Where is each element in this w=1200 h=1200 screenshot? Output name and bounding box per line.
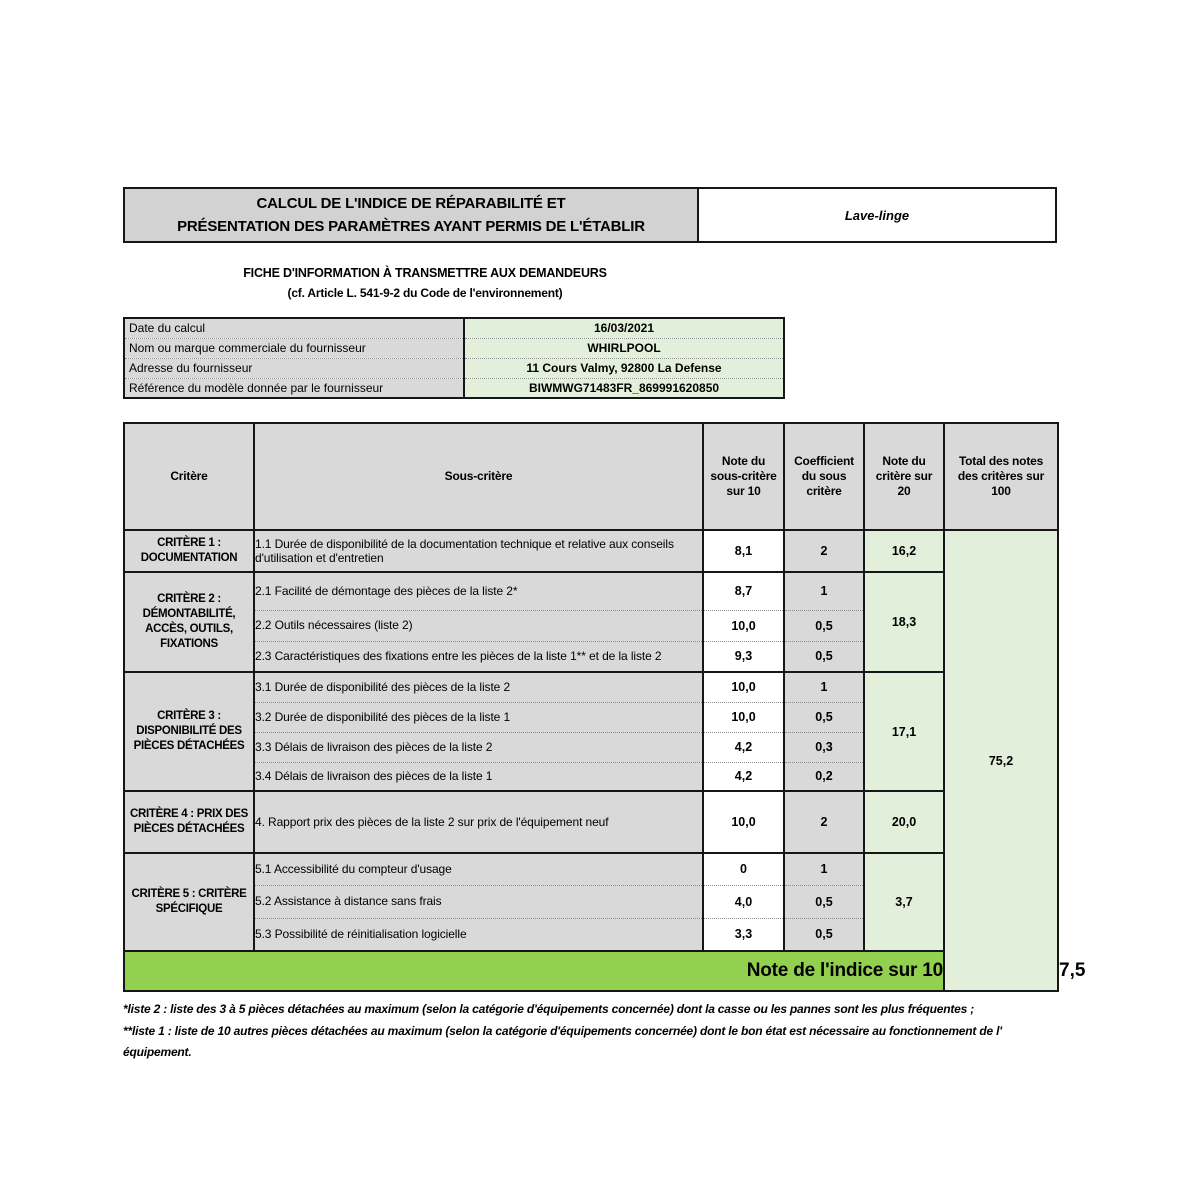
info-label-supplier-address: Adresse du fournisseur: [124, 358, 464, 378]
product-type-label: Lave-linge: [844, 207, 910, 223]
col-header-note20: Note du critère sur 20: [864, 423, 944, 530]
subcriterion-5-3-coef: 0,5: [784, 918, 864, 951]
subcriterion-3-4-coef: 0,2: [784, 762, 864, 791]
index-note-label: Note de l'indice sur 10: [124, 951, 944, 991]
subcriterion-2-2-text: 2.2 Outils nécessaires (liste 2): [254, 610, 703, 641]
subcriterion-2-1-note10: 8,7: [703, 572, 784, 610]
subcriterion-5-2-coef: 0,5: [784, 885, 864, 918]
col-header-coefficient: Coefficient du sous critère: [784, 423, 864, 530]
subcriterion-4-text: 4. Rapport prix des pièces de la liste 2 sur prix de l'équipement neuf: [254, 791, 703, 853]
index-summary-row: Note de l'indice sur 10 7,5: [124, 951, 1058, 991]
col-header-note10: Note du sous-critère sur 10: [703, 423, 784, 530]
table-row: [124, 378, 784, 398]
subcriterion-5-1-text: 5.1 Accessibilité du compteur d'usage: [254, 853, 703, 885]
subcriterion-3-3-text: 3.3 Délais de livraison des pièces de la liste 2: [254, 732, 703, 762]
subcriterion-5-2-text: 5.2 Assistance à distance sans frais: [254, 885, 703, 918]
subcriterion-5-3-note10: 3,3: [703, 918, 784, 951]
table-row: [124, 318, 784, 338]
document-title: [125, 189, 699, 241]
subcriterion-3-4-note10: 4,2: [703, 762, 784, 791]
subcriterion-3-4-text: 3.4 Délais de livraison des pièces de la liste 1: [254, 762, 703, 791]
subcriterion-3-2-note10: 10,0: [703, 702, 784, 732]
table-row: [124, 853, 1058, 885]
info-label-date: Date du calcul: [124, 318, 464, 338]
criterion-1-label: CRITÈRE 1 : DOCUMENTATION: [124, 530, 254, 572]
criterion-2-note20: 18,3: [864, 572, 944, 672]
document-title-line2: PRÉSENTATION DES PARAMÈTRES AYANT PERMIS DE L'ÉTABLIR: [177, 218, 645, 235]
subcriterion-5-1-note10: 0: [703, 853, 784, 885]
criterion-1-note20: 16,2: [864, 530, 944, 572]
subcriterion-1-1-note10: 8,1: [703, 530, 784, 572]
criterion-5-label: CRITÈRE 5 : CRITÈRE SPÉCIFIQUE: [124, 853, 254, 951]
subcriterion-3-3-note10: 4,2: [703, 732, 784, 762]
table-row: [124, 572, 1058, 610]
col-header-critere: Critère: [124, 423, 254, 530]
col-header-sous-critere: Sous-critère: [254, 423, 703, 530]
subcriterion-2-2-note10: 10,0: [703, 610, 784, 641]
subcriterion-1-1-coef: 2: [784, 530, 864, 572]
subcriterion-3-1-coef: 1: [784, 672, 864, 702]
table-header-row: [124, 423, 1058, 530]
total-notes-100: 75,2: [944, 530, 1058, 991]
supplier-info-table: [123, 317, 785, 399]
title-banner: [123, 187, 1057, 243]
info-label-supplier-name: Nom ou marque commerciale du fournisseur: [124, 338, 464, 358]
subtitle-line2: (cf. Article L. 541-9-2 du Code de l'environnement): [287, 286, 563, 300]
subcriterion-2-1-coef: 1: [784, 572, 864, 610]
subcriterion-2-3-note10: 9,3: [703, 641, 784, 672]
info-value-model-reference: BIWMWG71483FR_869991620850: [464, 378, 784, 398]
table-row: [124, 358, 784, 378]
subcriterion-5-3-text: 5.3 Possibilité de réinitialisation logicielle: [254, 918, 703, 951]
table-row: [124, 338, 784, 358]
subtitle-line1: FICHE D'INFORMATION À TRANSMETTRE AUX DEMANDEURS: [243, 266, 607, 280]
subcriterion-2-1-text: 2.1 Facilité de démontage des pièces de la liste 2*: [254, 572, 703, 610]
info-value-supplier-address: 11 Cours Valmy, 92800 La Defense: [464, 358, 784, 378]
subcriterion-5-2-note10: 4,0: [703, 885, 784, 918]
subcriterion-3-1-text: 3.1 Durée de disponibilité des pièces de la liste 2: [254, 672, 703, 702]
table-row: [124, 791, 1058, 853]
subcriterion-3-3-coef: 0,3: [784, 732, 864, 762]
info-label-model-reference: Référence du modèle donnée par le fournisseur: [124, 378, 464, 398]
footnote-liste1: **liste 1 : liste de 10 autres pièces détachées au maximum (selon la catégorie d'équipements concernée) dont le bon état est nécessaire au fonctionnement de l' équipement.: [123, 1023, 1002, 1059]
footnote-liste2: *liste 2 : liste des 3 à 5 pièces détachées au maximum (selon la catégorie d'équipements concernée) dont la casse ou les pannes sont les plus fréquentes ;: [123, 1002, 975, 1016]
subcriterion-5-1-coef: 1: [784, 853, 864, 885]
subcriterion-3-2-coef: 0,5: [784, 702, 864, 732]
subcriterion-4-note10: 10,0: [703, 791, 784, 853]
criteria-table: [123, 422, 1086, 992]
criterion-5-note20: 3,7: [864, 853, 944, 951]
col-header-total100: Total des notes des critères sur 100: [944, 423, 1058, 530]
document-title-line1: CALCUL DE L'INDICE DE RÉPARABILITÉ ET: [256, 195, 566, 212]
table-row: [124, 672, 1058, 702]
info-value-date: 16/03/2021: [464, 318, 784, 338]
criterion-4-label: CRITÈRE 4 : PRIX DES PIÈCES DÉTACHÉES: [124, 791, 254, 853]
subtitle-block: [123, 263, 727, 303]
subcriterion-2-2-coef: 0,5: [784, 610, 864, 641]
subcriterion-2-3-coef: 0,5: [784, 641, 864, 672]
subcriterion-4-coef: 2: [784, 791, 864, 853]
table-row: [124, 530, 1058, 572]
product-type-cell: [699, 189, 1055, 241]
criterion-2-label: CRITÈRE 2 : DÉMONTABILITÉ, ACCÈS, OUTILS, FIXATIONS: [124, 572, 254, 672]
footnotes-block: [123, 999, 1057, 1064]
subcriterion-3-2-text: 3.2 Durée de disponibilité des pièces de la liste 1: [254, 702, 703, 732]
subcriterion-2-3-text: 2.3 Caractéristiques des fixations entre les pièces de la liste 1** et de la liste 2: [254, 641, 703, 672]
criterion-3-label: CRITÈRE 3 : DISPONIBILITÉ DES PIÈCES DÉTACHÉES: [124, 672, 254, 791]
info-value-supplier-name: WHIRLPOOL: [464, 338, 784, 358]
subcriterion-1-1-text: 1.1 Durée de disponibilité de la documentation technique et relative aux conseils d'utilisation et d'entretien: [254, 530, 703, 572]
criterion-3-note20: 17,1: [864, 672, 944, 791]
subcriterion-3-1-note10: 10,0: [703, 672, 784, 702]
criterion-4-note20: 20,0: [864, 791, 944, 853]
document-page: [123, 187, 1086, 1064]
